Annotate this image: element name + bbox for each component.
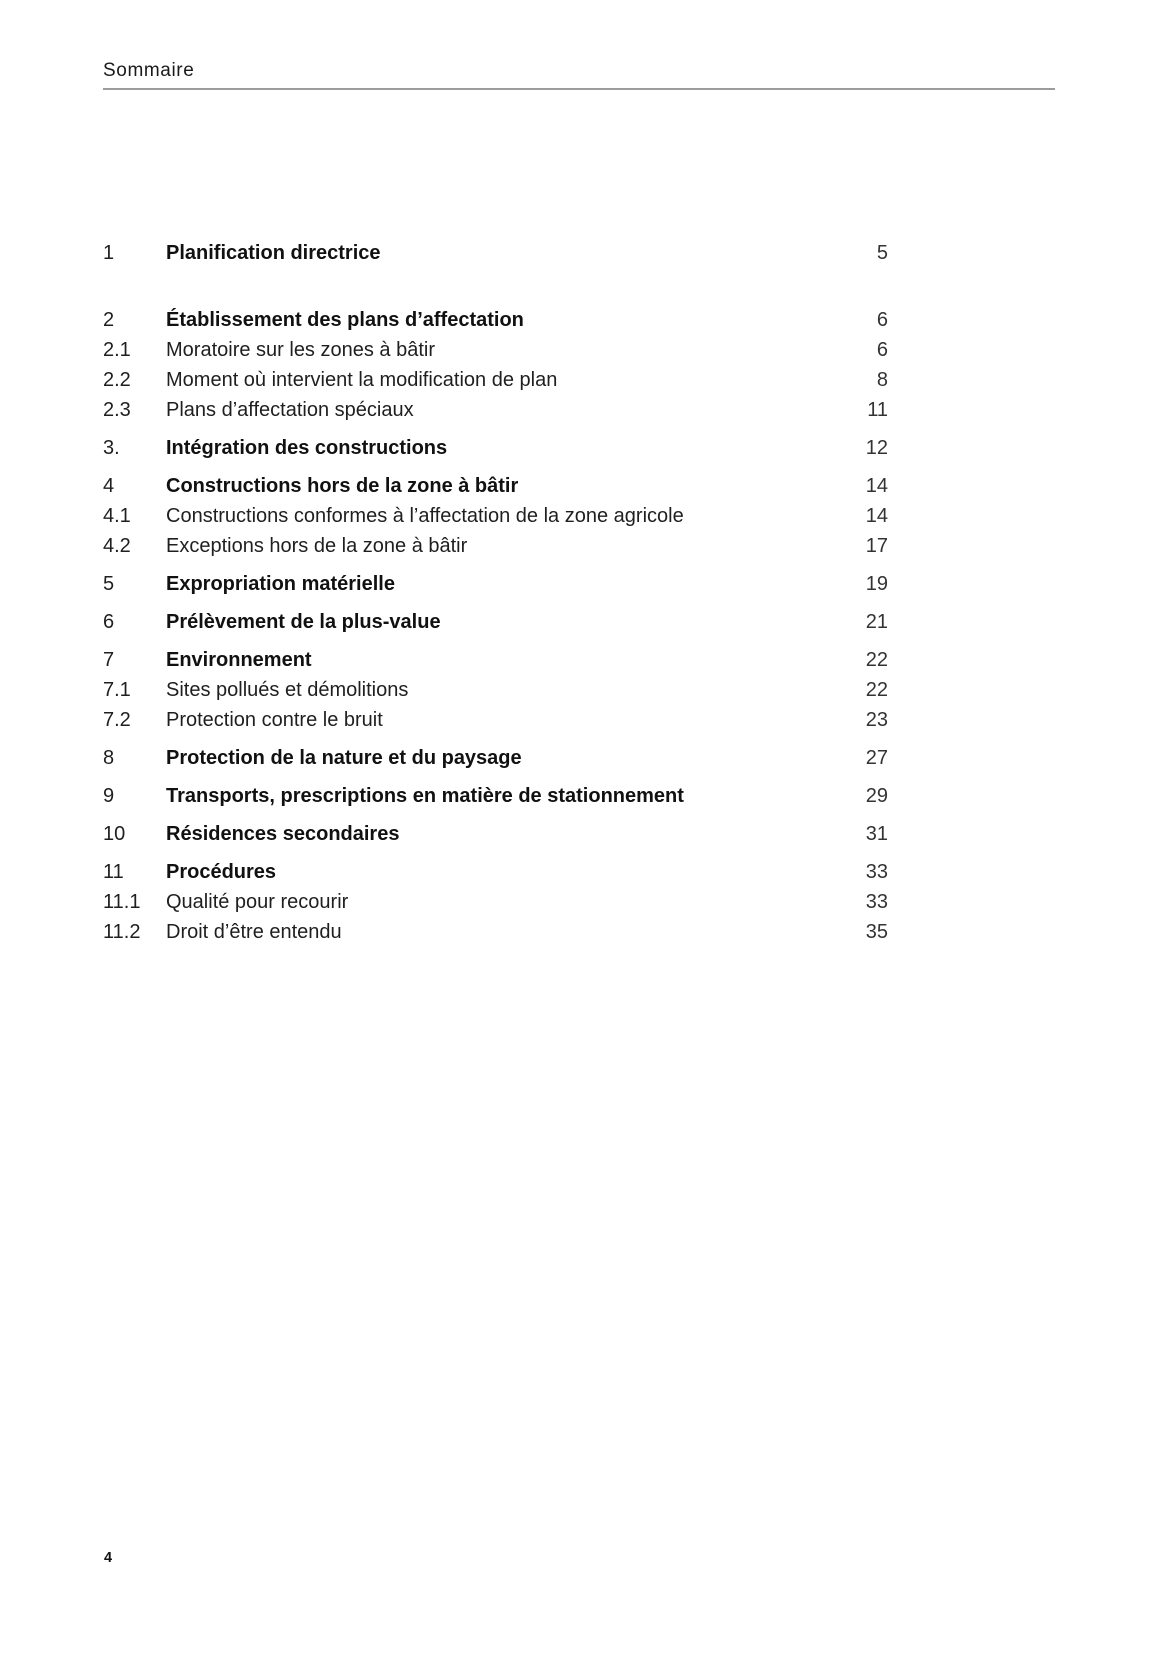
toc-entry-number: 5 [103,573,115,595]
toc-entry[interactable] [103,675,888,705]
toc-entry-title: Sites pollués et démolitions [166,679,409,701]
table-of-contents [103,238,888,947]
page-footer [104,1549,112,1567]
toc-entry-title: Plans d’affectation spéciaux [166,399,414,421]
toc-entry-number: 11.1 [103,891,141,913]
toc-entry-title: Transports, prescriptions en matière de stationnement [166,785,684,807]
toc-entry-page: 22 [865,649,888,671]
toc-entry-page: 35 [865,921,888,943]
footer-page-number: 4 [104,1550,113,1566]
toc-entry-number: 8 [103,747,115,769]
toc-entry-title: Établissement des plans d’affectation [166,309,524,331]
toc-entry[interactable] [103,819,888,849]
toc-entry-number: 4 [103,475,115,497]
toc-entry-title: Protection de la nature et du paysage [166,747,522,769]
toc-entry-page: 33 [865,861,888,883]
toc-entry-number: 11 [103,861,124,883]
toc-entry-number: 6 [103,611,115,633]
toc-entry-page: 5 [876,242,888,264]
page-title: Sommaire [103,60,195,81]
toc-entry-title: Constructions hors de la zone à bâtir [166,475,519,497]
toc-entry[interactable] [103,887,888,917]
toc-entry-number: 10 [103,823,126,845]
toc-entry[interactable] [103,335,888,365]
toc-entry-number: 11.2 [103,921,141,943]
toc-entry-title: Protection contre le bruit [166,709,383,731]
toc-entry-title: Résidences secondaires [166,823,400,845]
toc-entry-title: Procédures [166,861,277,883]
toc-entry[interactable] [103,433,888,463]
toc-entry[interactable] [103,395,888,425]
toc-entry[interactable] [103,238,888,268]
toc-entry[interactable] [103,705,888,735]
toc-entry[interactable] [103,857,888,887]
toc-entry-title: Prélèvement de la plus-value [166,611,441,633]
toc-entry[interactable] [103,569,888,599]
header-divider [103,88,1055,90]
toc-entry[interactable] [103,365,888,395]
toc-entry-number: 3. [103,437,120,459]
toc-entry-title: Environnement [166,649,312,671]
toc-entry[interactable] [103,781,888,811]
toc-entry[interactable] [103,645,888,675]
toc-entry-page: 21 [865,611,888,633]
toc-entry-page: 14 [865,475,888,497]
toc-entry-page: 8 [876,369,888,391]
toc-entry-number: 2.2 [103,369,131,391]
toc-entry-number: 4.1 [103,505,131,527]
toc-entry-page: 19 [865,573,888,595]
toc-entry-number: 9 [103,785,115,807]
toc-entry-title: Exceptions hors de la zone à bâtir [166,535,468,557]
toc-entry-number: 7.2 [103,709,131,731]
toc-entry-number: 7.1 [103,679,131,701]
toc-entry-number: 2.3 [103,399,131,421]
toc-entry-page: 23 [865,709,888,731]
toc-entry-page: 31 [865,823,888,845]
toc-entry-title: Planification directrice [166,242,381,264]
toc-entry-page: 6 [876,309,888,331]
toc-entry-page: 29 [865,785,888,807]
toc-entry-page: 22 [865,679,888,701]
toc-entry-number: 1 [103,242,115,264]
toc-entry-page: 27 [865,747,888,769]
toc-entry-title: Constructions conformes à l’affectation de la zone agricole [166,505,684,527]
toc-entry-title: Moment où intervient la modification de plan [166,369,558,391]
toc-entry[interactable] [103,917,888,947]
page-header [103,60,1055,90]
toc-entry[interactable] [103,471,888,501]
toc-entry-page: 6 [876,339,888,361]
toc-entry-title: Moratoire sur les zones à bâtir [166,339,436,361]
toc-entry-title: Intégration des constructions [166,437,448,459]
toc-entry-page: 11 [867,399,888,421]
toc-entry[interactable] [103,607,888,637]
toc-entry-number: 2.1 [103,339,131,361]
toc-entry[interactable] [103,531,888,561]
toc-entry-page: 17 [865,535,888,557]
toc-entry-number: 4.2 [103,535,131,557]
toc-entry[interactable] [103,501,888,531]
toc-entry-number: 2 [103,309,115,331]
toc-entry[interactable] [103,743,888,773]
toc-entry-page: 33 [865,891,888,913]
toc-entry-title: Droit d’être entendu [166,921,342,943]
toc-entry-title: Expropriation matérielle [166,573,395,595]
toc-entry-number: 7 [103,649,115,671]
toc-entry-page: 14 [865,505,888,527]
toc-entry-page: 12 [865,437,888,459]
toc-entry-title: Qualité pour recourir [166,891,349,913]
toc-entry[interactable] [103,305,888,335]
